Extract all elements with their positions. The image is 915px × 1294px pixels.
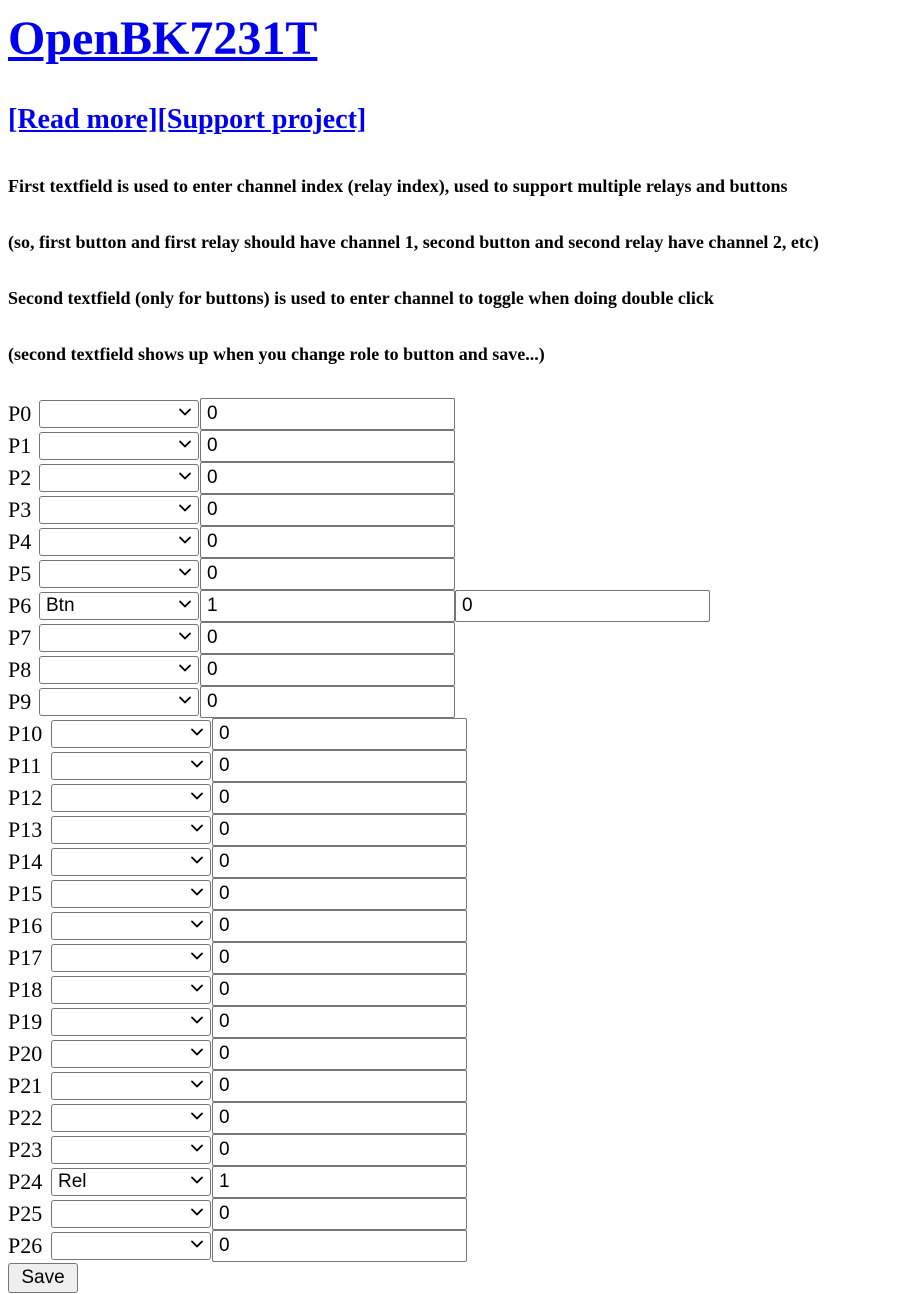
title-link[interactable]: OpenBK7231T <box>8 12 318 65</box>
pin-role-select[interactable] <box>51 816 211 844</box>
pin-role-select[interactable] <box>51 1232 211 1260</box>
chevron-down-icon <box>190 1139 204 1161</box>
pin-role-select[interactable] <box>39 400 199 428</box>
chevron-down-icon <box>178 403 192 425</box>
pin-label: P11 <box>8 753 42 778</box>
pin-label: P19 <box>8 1009 43 1034</box>
chevron-down-icon <box>190 915 204 937</box>
pin-label: P21 <box>8 1073 43 1098</box>
pin-channel-input[interactable] <box>212 910 467 942</box>
chevron-down-icon <box>178 499 192 521</box>
pin-label: P3 <box>8 497 32 522</box>
pin-channel-input[interactable] <box>212 942 467 974</box>
chevron-down-icon <box>178 563 192 585</box>
pin-role-select[interactable] <box>51 784 211 812</box>
pin-label: P5 <box>8 561 32 586</box>
pin-channel-input[interactable] <box>212 1006 467 1038</box>
pin-row <box>8 974 710 1006</box>
pin-channel-input[interactable] <box>200 590 455 622</box>
pin-channel-input[interactable] <box>212 1134 467 1166</box>
pin-label: P6 <box>8 593 32 618</box>
pin-role-select[interactable] <box>51 1200 211 1228</box>
pin-role-select[interactable] <box>51 1136 211 1164</box>
pin-row <box>8 814 710 846</box>
pin-label: P15 <box>8 881 43 906</box>
pin-label: P4 <box>8 529 32 554</box>
pin-role-select[interactable] <box>51 1040 211 1068</box>
info-line-1: First textfield is used to enter channel index (relay index), used to support multiple relays and buttons <box>8 176 788 196</box>
save-button[interactable]: Save <box>8 1263 78 1293</box>
pin-role-value: Btn <box>46 595 75 616</box>
chevron-down-icon <box>190 723 204 745</box>
chevron-down-icon <box>178 691 192 713</box>
pin-channel-input[interactable] <box>212 782 467 814</box>
pin-role-select[interactable] <box>39 528 199 556</box>
pin-row <box>8 558 710 590</box>
pin-role-select[interactable] <box>51 880 211 908</box>
pin-role-select[interactable] <box>39 464 199 492</box>
pin-label: P0 <box>8 401 32 426</box>
chevron-down-icon <box>190 819 204 841</box>
pin-row <box>8 942 710 974</box>
pin-role-select[interactable] <box>39 624 199 652</box>
pin-label: P7 <box>8 625 32 650</box>
pin-channel-input[interactable] <box>200 462 455 494</box>
pin-channel-input[interactable] <box>212 974 467 1006</box>
pin-role-select[interactable] <box>39 656 199 684</box>
pin-row <box>8 1166 710 1198</box>
chevron-down-icon <box>190 947 204 969</box>
pin-row <box>8 1134 710 1166</box>
chevron-down-icon <box>190 979 204 1001</box>
pin-row <box>8 1038 710 1070</box>
pin-label: P14 <box>8 849 43 874</box>
support-project-link[interactable]: [Support project] <box>157 104 367 135</box>
pin-row <box>8 750 710 782</box>
pin-channel-input[interactable] <box>200 398 455 430</box>
chevron-down-icon <box>178 435 192 457</box>
chevron-down-icon <box>190 1043 204 1065</box>
chevron-down-icon <box>190 1107 204 1129</box>
chevron-down-icon <box>190 787 204 809</box>
chevron-down-icon <box>190 755 204 777</box>
pin-role-select[interactable] <box>39 496 199 524</box>
pin-channel-input[interactable] <box>212 878 467 910</box>
pin-label: P24 <box>8 1169 43 1194</box>
pin-row <box>8 526 710 558</box>
pin-channel-input[interactable] <box>212 718 467 750</box>
pin-channel-input[interactable] <box>212 750 467 782</box>
pin-label: P25 <box>8 1201 43 1226</box>
pin-label: P22 <box>8 1105 43 1130</box>
pin-row <box>8 622 710 654</box>
pin-row <box>8 430 710 462</box>
info-line-2: (so, first button and first relay should have channel 1, second button and second relay have channel 2, etc) <box>8 232 819 252</box>
pin-channel-input[interactable] <box>200 430 455 462</box>
pin-row <box>8 1070 710 1102</box>
chevron-down-icon <box>190 883 204 905</box>
pin-channel-input[interactable] <box>212 1070 467 1102</box>
pin-role-select[interactable] <box>51 944 211 972</box>
pin-channel-input[interactable] <box>212 1166 467 1198</box>
chevron-down-icon <box>178 531 192 553</box>
pin-row <box>8 846 710 878</box>
pin-role-select[interactable] <box>51 848 211 876</box>
pin-channel-input[interactable] <box>212 1102 467 1134</box>
pin-role-select[interactable] <box>39 560 199 588</box>
pin-channel-input[interactable] <box>200 654 455 686</box>
pin-channel-input[interactable] <box>200 558 455 590</box>
pin-role-select[interactable] <box>39 432 199 460</box>
pin-role-select[interactable] <box>51 1104 211 1132</box>
pin-row <box>8 1006 710 1038</box>
pin-label: P8 <box>8 657 32 682</box>
chevron-down-icon <box>178 467 192 489</box>
pin-channel-input[interactable] <box>200 622 455 654</box>
pin-doubleclick-channel-input[interactable] <box>455 590 710 622</box>
pin-channel-input[interactable] <box>212 814 467 846</box>
pin-row <box>8 1102 710 1134</box>
pin-label: P1 <box>8 433 32 458</box>
pin-row <box>8 1230 710 1262</box>
pin-label: P18 <box>8 977 43 1002</box>
pin-row <box>8 654 710 686</box>
chevron-down-icon <box>190 851 204 873</box>
pin-role-select[interactable] <box>51 912 211 940</box>
chevron-down-icon <box>190 1171 204 1193</box>
pin-channel-input[interactable] <box>200 526 455 558</box>
pin-label: P9 <box>8 689 32 714</box>
pin-row <box>8 494 710 526</box>
pin-label: P2 <box>8 465 32 490</box>
pin-label: P26 <box>8 1233 43 1258</box>
pin-row <box>8 910 710 942</box>
pin-role-select[interactable] <box>51 1168 211 1196</box>
pin-channel-input[interactable] <box>200 686 455 718</box>
pin-channel-input[interactable] <box>212 1038 467 1070</box>
pin-channel-input[interactable] <box>200 494 455 526</box>
links-heading <box>8 105 915 135</box>
pin-role-select[interactable] <box>51 1008 211 1036</box>
info-line-3: Second textfield (only for buttons) is used to enter channel to toggle when doing double click <box>8 288 714 308</box>
pin-row <box>8 462 710 494</box>
pin-label: P10 <box>8 721 43 746</box>
pin-role-select[interactable] <box>51 1072 211 1100</box>
pin-channel-input[interactable] <box>212 1198 467 1230</box>
read-more-link[interactable]: [Read more] <box>8 104 158 135</box>
chevron-down-icon <box>190 1011 204 1033</box>
page-title <box>8 10 915 68</box>
chevron-down-icon <box>190 1075 204 1097</box>
pin-role-select[interactable] <box>39 592 199 620</box>
pin-role-value: Rel <box>58 1171 87 1192</box>
pin-row <box>8 782 710 814</box>
pin-channel-input[interactable] <box>212 846 467 878</box>
pin-label: P17 <box>8 945 43 970</box>
pin-row <box>8 686 710 718</box>
pin-row <box>8 398 710 430</box>
page <box>0 10 915 1288</box>
pin-role-select[interactable] <box>51 720 211 748</box>
pin-list <box>8 398 710 1262</box>
pin-label: P16 <box>8 913 43 938</box>
chevron-down-icon <box>190 1235 204 1257</box>
pin-label: P20 <box>8 1041 43 1066</box>
pin-role-select[interactable] <box>51 976 211 1004</box>
chevron-down-icon <box>178 659 192 681</box>
pin-row <box>8 718 710 750</box>
info-line-4: (second textfield shows up when you change role to button and save...) <box>8 344 545 364</box>
pin-row <box>8 878 710 910</box>
pin-label: P12 <box>8 785 43 810</box>
pin-channel-input[interactable] <box>212 1230 467 1262</box>
pin-label: P13 <box>8 817 43 842</box>
chevron-down-icon <box>178 627 192 649</box>
chevron-down-icon <box>178 595 192 617</box>
pin-row <box>8 1198 710 1230</box>
chevron-down-icon <box>190 1203 204 1225</box>
pin-row <box>8 590 710 622</box>
pin-label: P23 <box>8 1137 43 1162</box>
pin-role-select[interactable] <box>51 752 211 780</box>
pin-role-select[interactable] <box>39 688 199 716</box>
